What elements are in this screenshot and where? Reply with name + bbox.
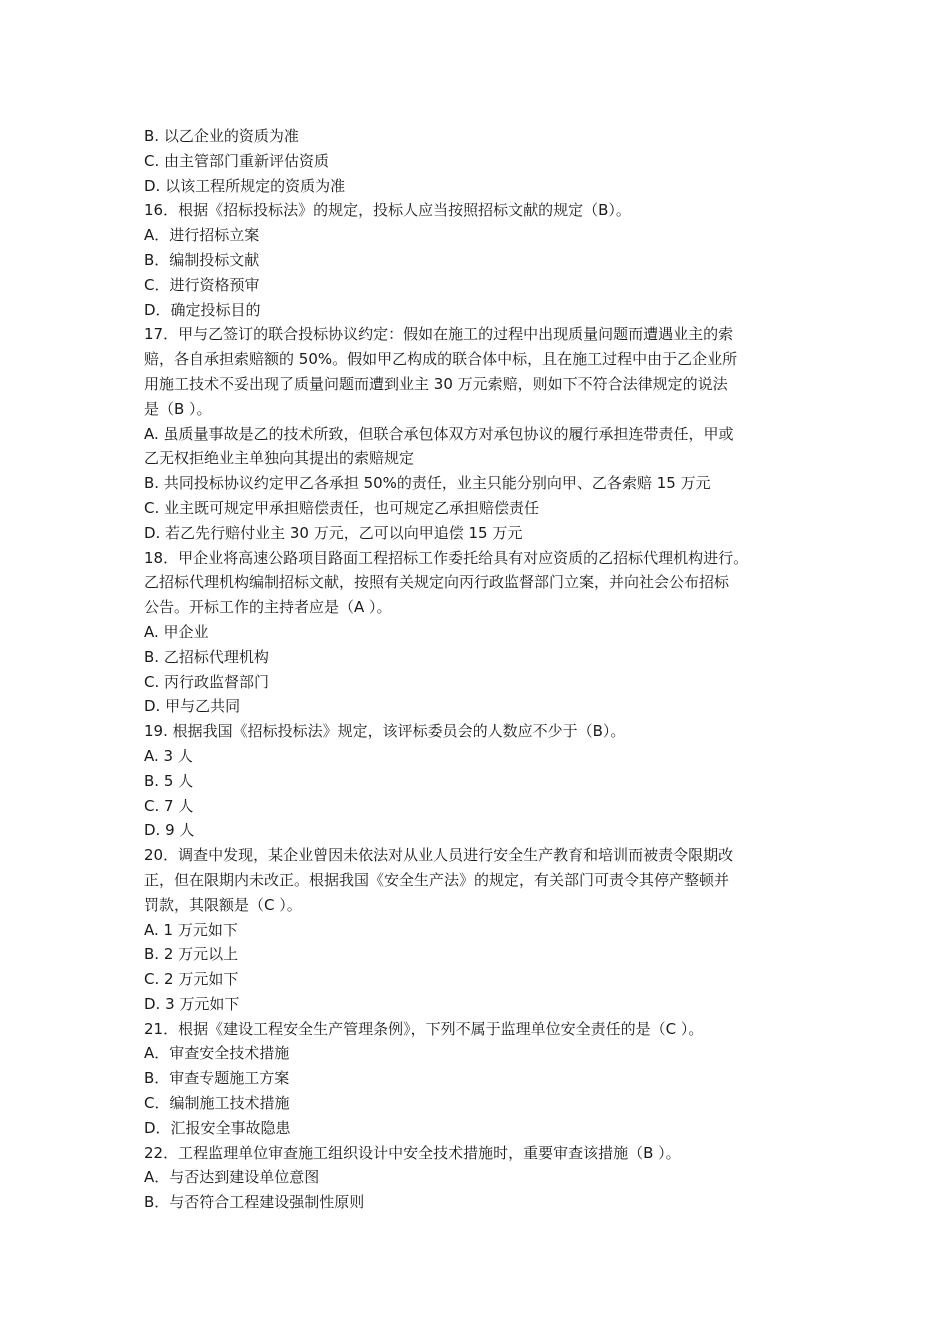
option-line: B. 共同投标协议约定甲乙各承担 50%的责任，业主只能分别向甲、乙各索赔 15 万元 [144,474,711,493]
text-line: C. 由主管部门重新评估资质 [144,151,330,170]
option-line: C．进行资格预审 [144,275,260,294]
option-line: B. 乙招标代理机构 [144,647,269,666]
option-line: B．编制投标文献 [144,250,260,269]
option-line: A. 3 人 [144,746,193,765]
text-line: D. 以该工程所规定的资质为准 [144,176,346,195]
option-line: C. 2 万元如下 [144,970,239,989]
question-17: 17．甲与乙签订的联合投标协议约定：假如在施工的过程中出现质量问题而遭遇业主的索 [144,325,734,344]
option-line: A. 虽质量事故是乙的技术所致，但联合承包体双方对承包协议的履行承担连带责任，甲或 [144,424,734,443]
question-16: 16．根据《招标投标法》的规定，投标人应当按照招标文献的规定（B）。 [144,201,631,220]
text-line: 正，但在限期内未改正。根据我国《安全生产法》的规定，有关部门可责令其停产整顿并 [144,870,730,889]
text-line: 用施工技术不妥出现了质量问题而遭到业主 30 万元索赔，则如下不符合法律规定的说法 [144,374,728,393]
text-line: 乙招标代理机构编制招标文献，按照有关规定向丙行政监督部门立案，并向社会公布招标 [144,573,730,592]
option-line: B．与否符合工程建设强制性原则 [144,1193,365,1212]
option-line: C．编制施工技术措施 [144,1094,290,1113]
question-22: 22．工程监理单位审查施工组织设计中安全技术措施时，重要审查该措施（B ）。 [144,1143,681,1162]
option-line: A. 甲企业 [144,622,209,641]
document-body [144,124,824,1215]
option-line: B．审查专题施工方案 [144,1069,290,1088]
text-line: 乙无权拒绝业主单独向其提出的索赔规定 [144,449,415,468]
option-line: D. 3 万元如下 [144,994,240,1013]
option-line: D. 若乙先行赔付业主 30 万元，乙可以向甲追偿 15 万元 [144,523,523,542]
option-line: D．汇报安全事故隐患 [144,1118,291,1137]
question-18: 18．甲企业将高速公路项目路面工程招标工作委托给具有对应资质的乙招标代理机构进行。 [144,548,749,567]
option-line: C. 业主既可规定甲承担赔偿责任，也可规定乙承担赔偿责任 [144,498,540,517]
question-19: 19. 根据我国《招标投标法》规定，该评标委员会的人数应不少于（B）。 [144,722,626,741]
option-line: C. 7 人 [144,796,194,815]
option-line: A．审查安全技术措施 [144,1044,290,1063]
text-line: 赔，各自承担索赔额的 50%。假如甲乙构成的联合体中标，且在施工过程中由于乙企业所 [144,350,738,369]
option-line: C. 丙行政监督部门 [144,672,270,691]
option-line: D. 9 人 [144,821,195,840]
option-line: A．进行招标立案 [144,226,260,245]
text-line: 是（B ）。 [144,399,212,418]
question-21: 21．根据《建设工程安全生产管理条例》，下列不属于监理单位安全责任的是（C ）。 [144,1019,704,1038]
text-line: B. 以乙企业的资质为准 [144,127,299,145]
option-line: A. 1 万元如下 [144,920,238,939]
text-line: 罚款，其限额是（C ）。 [144,895,302,914]
option-line: D．确定投标目的 [144,300,261,319]
option-line: A．与否达到建设单位意图 [144,1168,320,1187]
question-20: 20．调查中发现，某企业曾因未依法对从业人员进行安全生产教育和培训而被责令限期改 [144,846,734,865]
option-line: B. 5 人 [144,771,194,790]
option-line: D. 甲与乙共同 [144,697,241,716]
option-line: B. 2 万元以上 [144,945,239,964]
text-line: 公告。开标工作的主持者应是（A ）。 [144,598,392,617]
